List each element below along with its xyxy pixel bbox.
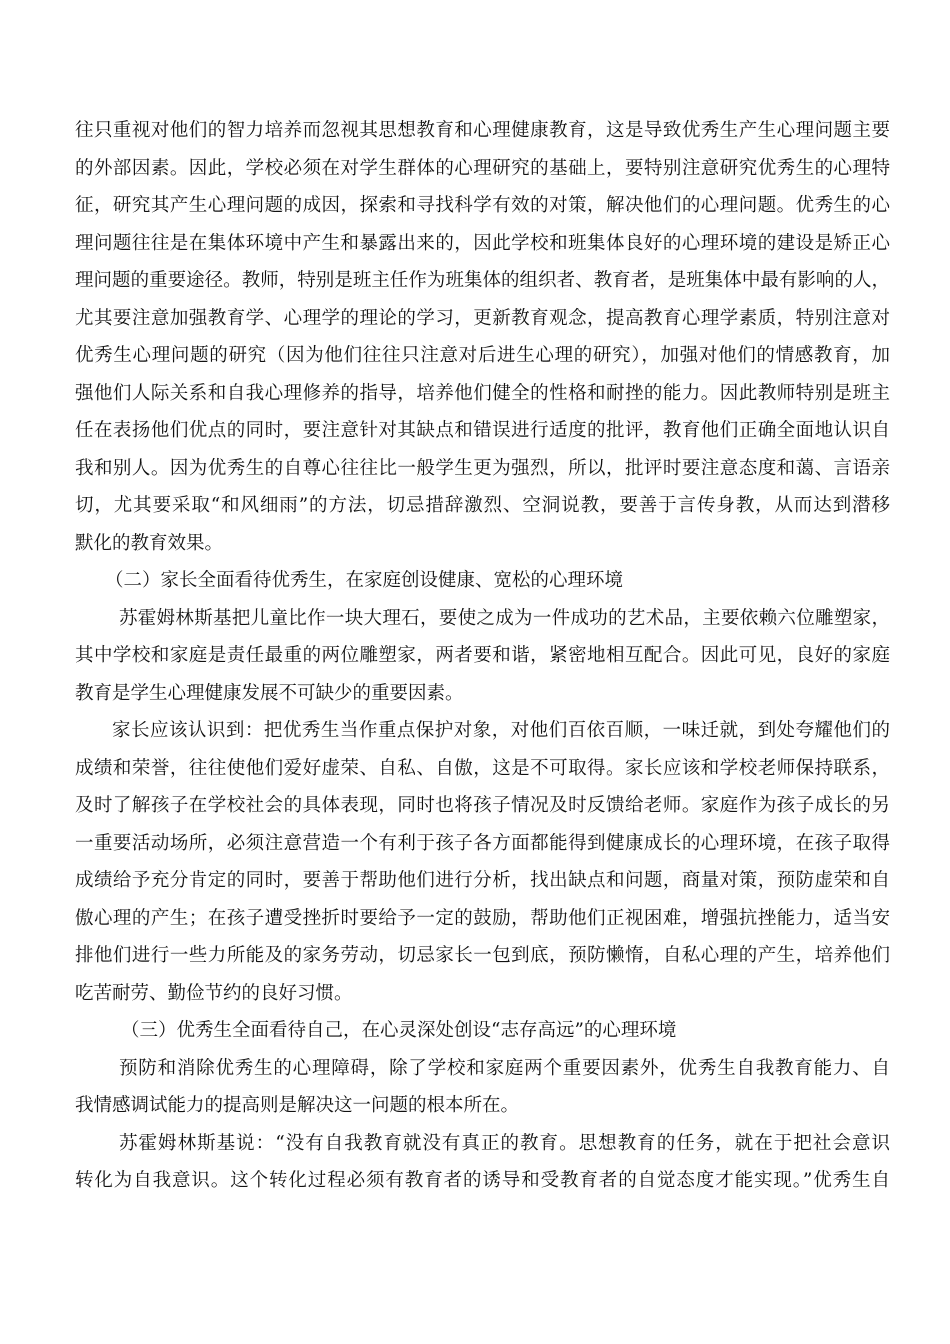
body-text-line: 强他们人际关系和自我心理修养的指导，培养他们健全的性格和耐挫的能力。因此教师特别是班主 <box>75 383 890 404</box>
body-text-line: 苏霍姆林斯基说：“没有自我教育就没有真正的教育。思想教育的任务，就在于把社会意识 <box>119 1133 890 1154</box>
body-text-line: 尤其要注意加强教育学、心理学的理论的学习，更新教育观念，提高教育心理学素质，特别注意对 <box>75 308 890 329</box>
body-text-line: 排他们进行一些力所能及的家务劳动，切忌家长一包到底，预防懒惰，自私心理的产生，培养他们 <box>75 945 890 966</box>
body-text-line: 预防和消除优秀生的心理障碍，除了学校和家庭两个重要因素外，优秀生自我教育能力、自 <box>119 1058 890 1079</box>
body-text-line: 家长应该认识到：把优秀生当作重点保护对象，对他们百依百顺，一味迁就，到处夸耀他们的 <box>112 720 890 741</box>
section-heading: （三）优秀生全面看待自己，在心灵深处创设“志存高远”的心理环境 <box>121 1020 677 1041</box>
body-text-line: 转化为自我意识。这个转化过程必须有教育者的诱导和受教育者的自觉态度才能实现。”优秀生自 <box>75 1170 890 1191</box>
body-text-line: 成绩和荣誉，往往使他们爱好虚荣、自私、自傲，这是不可取得。家长应该和学校老师保持联系， <box>75 758 890 779</box>
body-text-line: 理问题往往是在集体环境中产生和暴露出来的，因此学校和班集体良好的心理环境的建设是矫正心 <box>75 233 890 254</box>
body-text-line: 理问题的重要途径。教师，特别是班主任作为班集体的组织者、教育者，是班集体中最有影响的人， <box>75 270 890 291</box>
body-text-line: 成绩给予充分肯定的同时，要善于帮助他们进行分析，找出缺点和问题，商量对策，预防虚荣和自 <box>75 870 890 891</box>
body-text-line: 吃苦耐劳、勤俭节约的良好习惯。 <box>75 983 353 1004</box>
body-text-line: 优秀生心理问题的研究（因为他们往往只注意对后进生心理的研究），加强对他们的情感教育，加 <box>75 345 890 366</box>
body-text-line: 我和别人。因为优秀生的自尊心往往比一般学生更为强烈，所以，批评时要注意态度和蔼、言语亲 <box>75 458 890 479</box>
body-text-line: 一重要活动场所，必须注意营造一个有利于孩子各方面都能得到健康成长的心理环境，在孩子取得 <box>75 833 890 854</box>
body-text-line: 傲心理的产生；在孩子遭受挫折时要给予一定的鼓励，帮助他们正视困难，增强抗挫能力，适当安 <box>75 908 890 929</box>
section-heading: （二）家长全面看待优秀生，在家庭创设健康、宽松的心理环境 <box>105 570 624 591</box>
body-text-line: 切，尤其要采取“和风细雨”的方法，切忌措辞激烈、空洞说教，要善于言传身教，从而达到潜移 <box>75 495 890 516</box>
body-text-line: 教育是学生心理健康发展不可缺少的重要因素。 <box>75 683 464 704</box>
body-text-line: 其中学校和家庭是责任最重的两位雕塑家，两者要和谐，紧密地相互配合。因此可见，良好的家庭 <box>75 645 890 666</box>
body-text-line: 苏霍姆林斯基把儿童比作一块大理石，要使之成为一件成功的艺术品，主要依赖六位雕塑家， <box>119 608 890 629</box>
body-text-line: 及时了解孩子在学校社会的具体表现，同时也将孩子情况及时反馈给老师。家庭作为孩子成长的另 <box>75 795 890 816</box>
body-text-line: 征，研究其产生心理问题的成因，探索和寻找科学有效的对策，解决他们的心理问题。优秀生的心 <box>75 195 890 216</box>
body-text-line: 我情感调试能力的提高则是解决这一问题的根本所在。 <box>75 1095 520 1116</box>
body-text-line: 往只重视对他们的智力培养而忽视其思想教育和心理健康教育，这是导致优秀生产生心理问题主要 <box>75 120 890 141</box>
body-text-line: 任在表扬他们优点的同时，要注意针对其缺点和错误进行适度的批评，教育他们正确全面地认识自 <box>75 420 890 441</box>
body-text-line: 默化的教育效果。 <box>75 533 224 554</box>
body-text-line: 的外部因素。因此，学校必须在对学生群体的心理研究的基础上，要特别注意研究优秀生的心理特 <box>75 158 890 179</box>
